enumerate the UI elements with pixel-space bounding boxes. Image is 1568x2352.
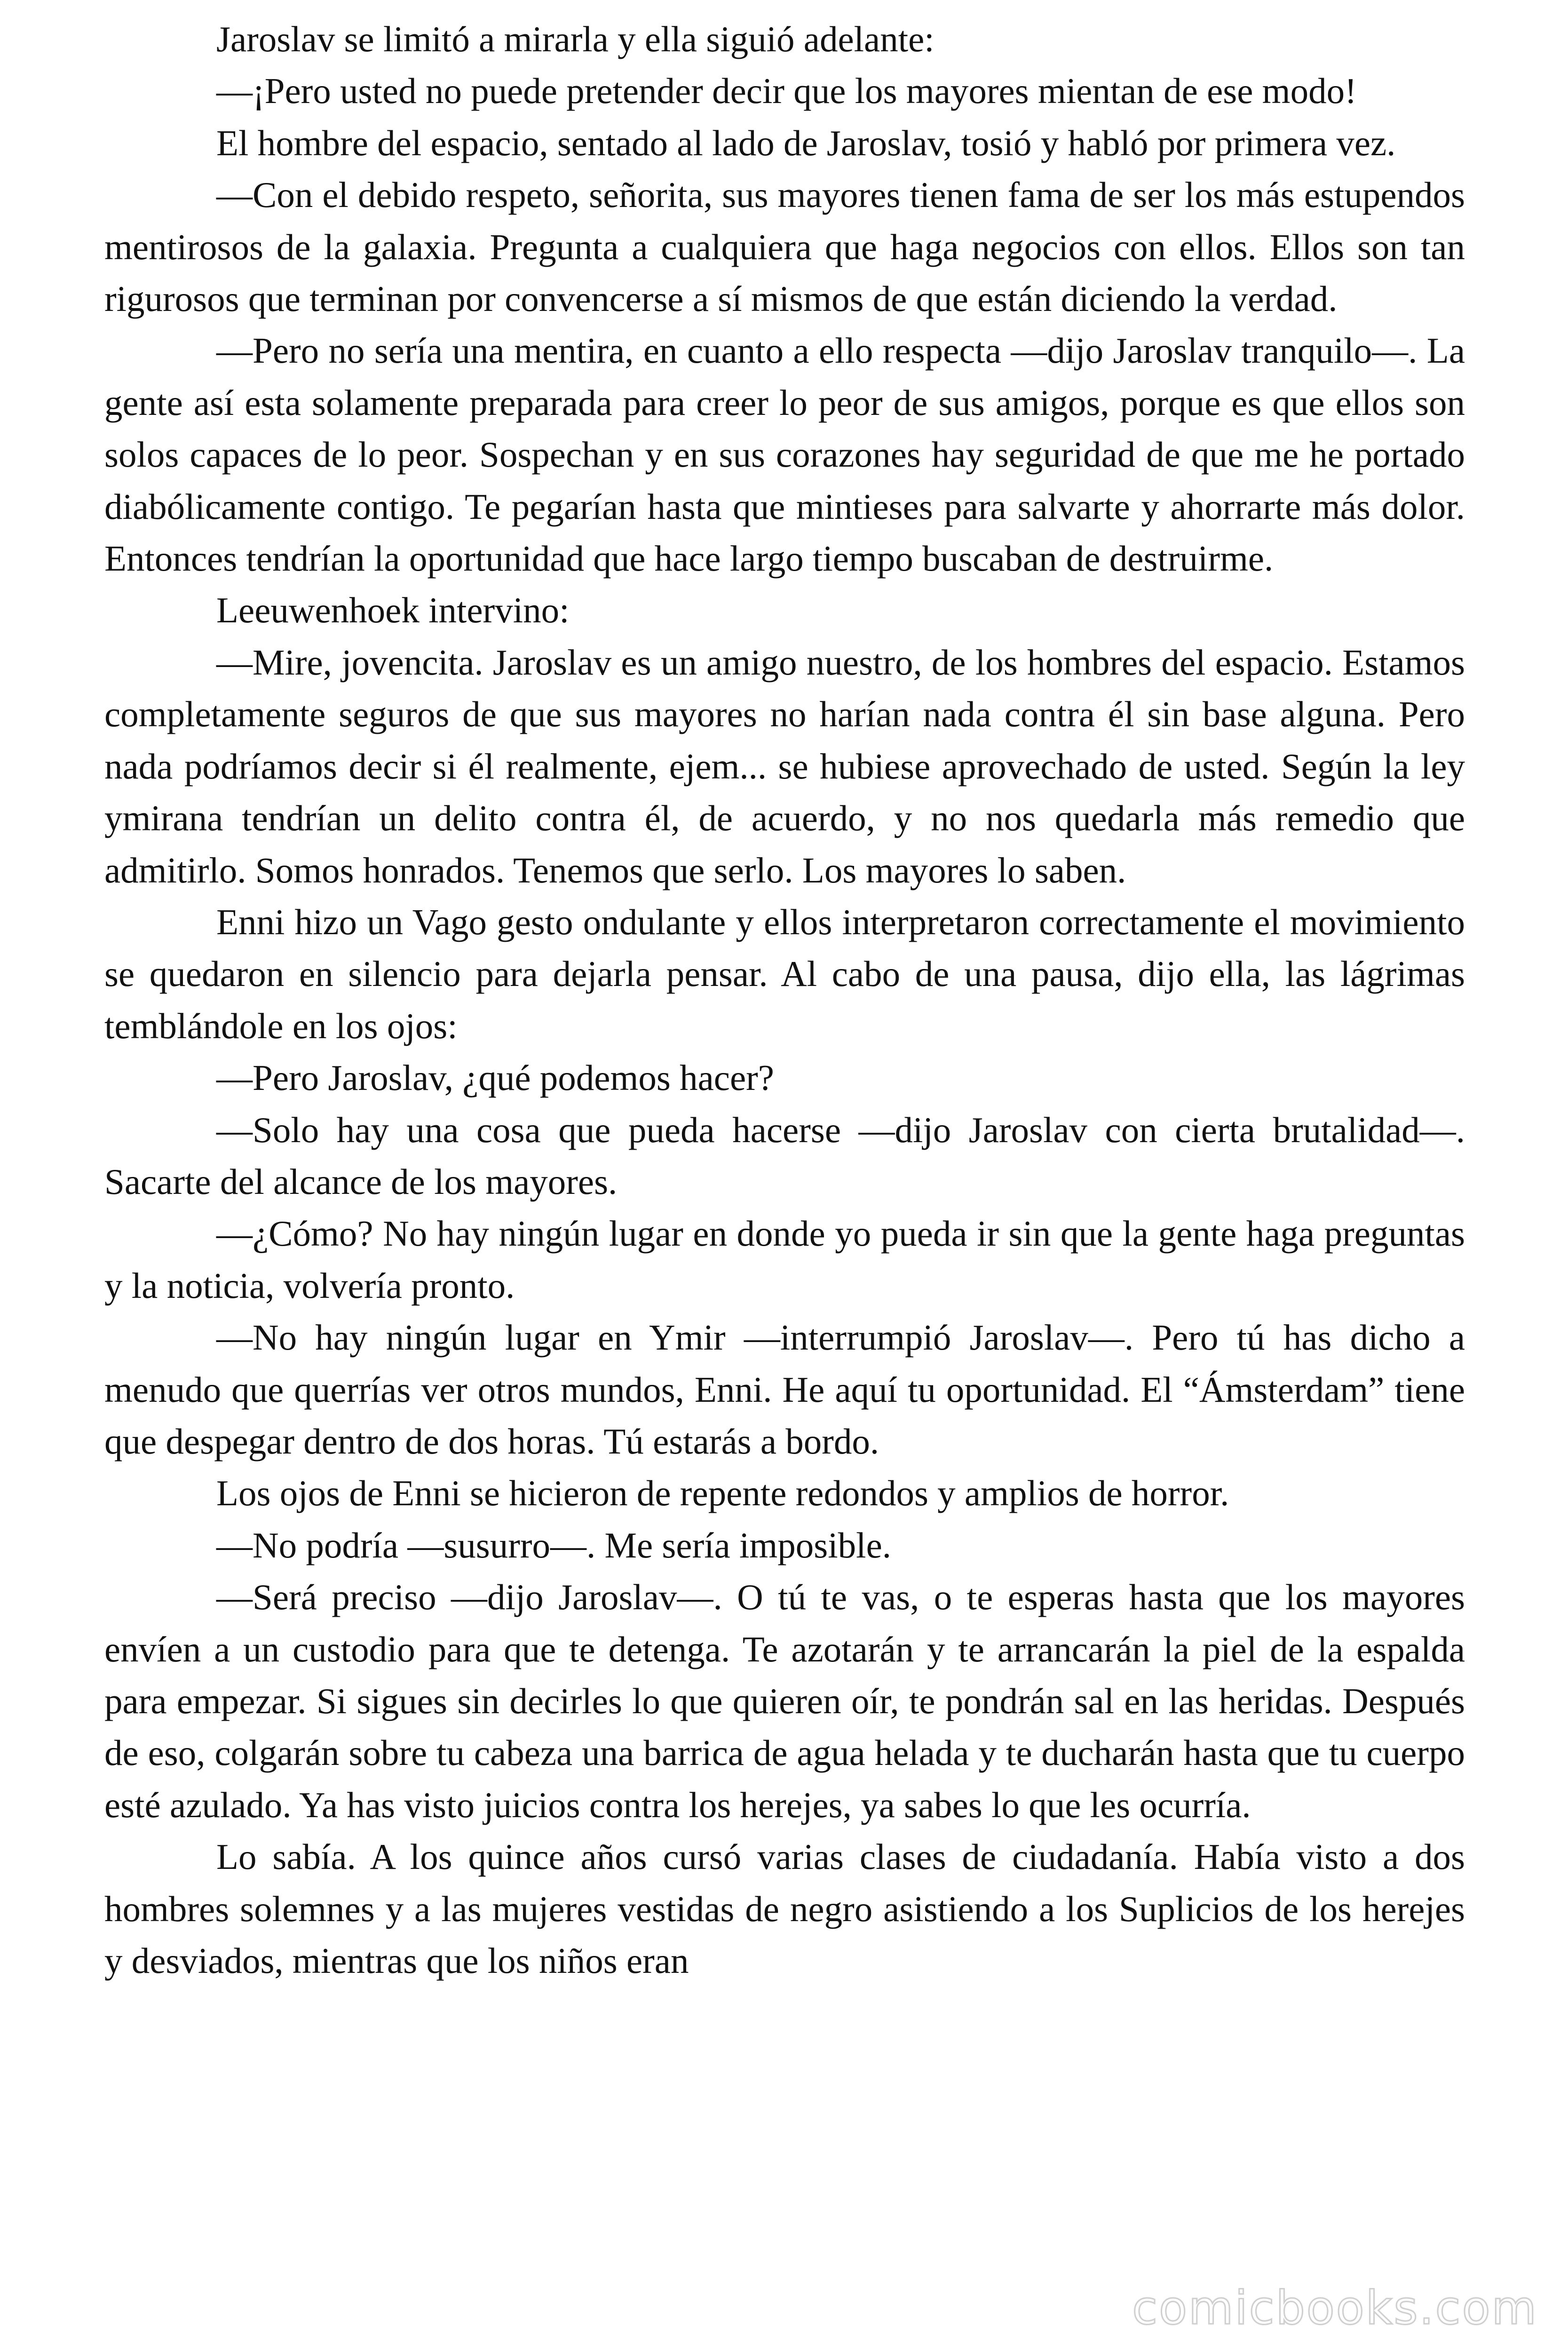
body-text <box>104 13 1465 1986</box>
paragraph-8: Enni hizo un Vago gesto ondulante y ellos interpretaron correctamente el movimiento se quedaron en silencio para dejarla pensar. Al cabo de una pausa, dijo ella, las lágrimas temblándole en los ojos: <box>104 901 1465 1046</box>
paragraph-12: —No hay ningún lugar en Ymir —interrumpió Jaroslav—. Pero tú has dicho a menudo que querrías ver otros mundos, Enni. He aquí tu oportunidad. El “Ámsterdam” tiene que despegar dentro de dos horas. Tú estarás a bordo. <box>104 1317 1465 1462</box>
paragraph-5: —Pero no sería una mentira, en cuanto a ello respecta —dijo Jaroslav tranquilo—. La gente así esta solamente preparada para creer lo peor de sus amigos, porque es que ellos son solos capaces de lo peor. Sospechan y en sus corazones hay seguridad de que me he portado diabólicamente contigo. Te pegarían hasta que mintieses para salvarte y ahorrarte más dolor. Entonces tendrían la oportunidad que hace largo tiempo buscaban de destruirme. <box>104 330 1465 579</box>
paragraph-9: —Pero Jaroslav, ¿qué podemos hacer? <box>216 1057 774 1098</box>
paragraph-3: El hombre del espacio, sentado al lado de Jaroslav, tosió y habló por primera vez. <box>216 122 1396 163</box>
paragraph-16: Lo sabía. A los quince años cursó varias clases de ciudadanía. Había visto a dos hombres solemnes y a las mujeres vestidas de negro asistiendo a los Suplicios de los herejes y desviados, mientras que los niños eran <box>104 1836 1465 1981</box>
watermark: comicbooks.com <box>1132 2281 1538 2335</box>
paragraph-11: —¿Cómo? No hay ningún lugar en donde yo pueda ir sin que la gente haga preguntas y la noticia, volvería pronto. <box>104 1213 1465 1306</box>
paragraph-2: —¡Pero usted no puede pretender decir que los mayores mientan de ese modo! <box>216 71 1357 111</box>
paragraph-10: —Solo hay una cosa que pueda hacerse —dijo Jaroslav con cierta brutalidad—. Sacarte del alcance de los mayores. <box>104 1109 1465 1202</box>
paragraph-14: —No podría —susurro—. Me sería imposible. <box>216 1525 891 1565</box>
paragraph-7: —Mire, jovencita. Jaroslav es un amigo nuestro, de los hombres del espacio. Estamos completamente seguros de que sus mayores no harían nada contra él sin base alguna. Pero nada podríamos decir si él realmente, ejem... se hubiese aprovechado de usted. Según la ley ymirana tendrían un delito contra él, de acuerdo, y no nos quedarla más remedio que admitirlo. Somos honrados. Tenemos que serlo. Los mayores lo saben. <box>104 642 1465 890</box>
paragraph-6: Leeuwenhoek intervino: <box>216 590 570 631</box>
paragraph-4: —Con el debido respeto, señorita, sus mayores tienen fama de ser los más estupendos mentirosos de la galaxia. Pregunta a cualquiera que haga negocios con ellos. Ellos son tan rigurosos que terminan por convencerse a sí mismos de que están diciendo la verdad. <box>104 175 1465 319</box>
paragraph-15: —Será preciso —dijo Jaroslav—. O tú te vas, o te esperas hasta que los mayores envíen a un custodio para que te detenga. Te azotarán y te arrancarán la piel de la espalda para empezar. Si sigues sin decirles lo que quieren oír, te pondrán sal en las heridas. Después de eso, colgarán sobre tu cabeza una barrica de agua helada y te ducharán hasta que tu cuerpo esté azulado. Ya has visto juicios contra los herejes, ya sabes lo que les ocurría. <box>104 1577 1465 1825</box>
paragraph-13: Los ojos de Enni se hicieron de repente redondos y amplios de horror. <box>216 1473 1229 1514</box>
paragraph-1: Jaroslav se limitó a mirarla y ella siguió adelante: <box>216 19 934 59</box>
